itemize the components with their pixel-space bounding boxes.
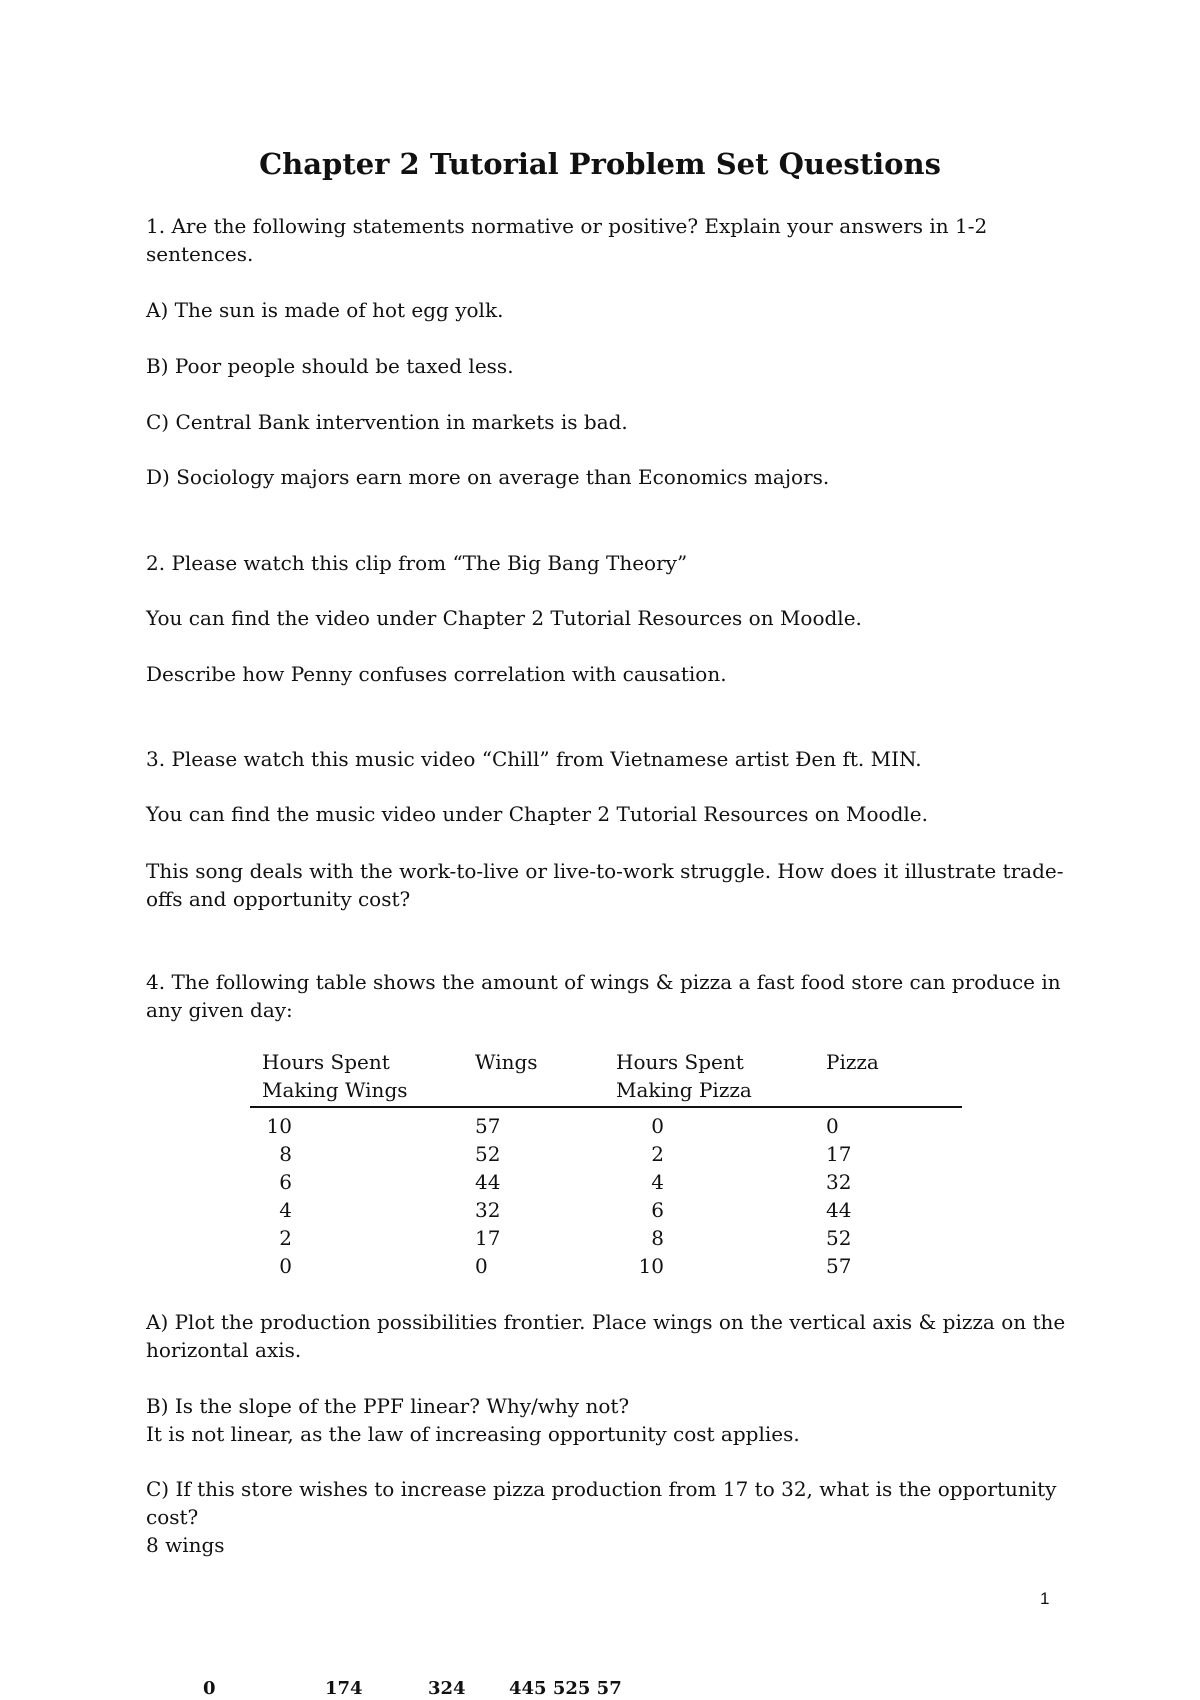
cell-hours-pizza: 2	[651, 1142, 664, 1166]
cell-pizza: 17	[826, 1142, 852, 1166]
question-1-item-a: A) The sun is made of hot egg yolk.	[146, 298, 504, 322]
table-row	[262, 1140, 962, 1168]
question-1-item-b: B) Poor people should be taxed less.	[146, 354, 514, 378]
footer-value: 445 525 57	[509, 1678, 622, 1699]
footer-value: 174	[325, 1678, 363, 1699]
question-1-item-d: D) Sociology majors earn more on average than Economics majors.	[146, 465, 830, 489]
table-row	[262, 1252, 962, 1280]
cell-wings: 57	[475, 1114, 501, 1138]
cell-hours-pizza: 6	[651, 1198, 664, 1222]
question-3-task: This song deals with the work-to-live or live-to-work struggle. How does it illustrate trade-offs and opportunity cost?	[146, 859, 1064, 911]
cell-hours-pizza: 4	[651, 1170, 664, 1194]
cell-pizza: 57	[826, 1254, 852, 1278]
column-header-hours-pizza	[616, 1048, 752, 1104]
cell-pizza: 44	[826, 1198, 852, 1222]
cell-hours-pizza: 10	[638, 1254, 664, 1278]
column-header-hours-pizza-line-1: Hours Spent	[616, 1050, 744, 1074]
question-3-location: You can find the music video under Chapter 2 Tutorial Resources on Moodle.	[146, 802, 928, 826]
cell-pizza: 52	[826, 1226, 852, 1250]
column-header-wings: Wings	[475, 1050, 538, 1074]
cell-hours-wings: 6	[279, 1170, 292, 1194]
cell-pizza: 0	[826, 1114, 839, 1138]
footer-value: 324	[428, 1678, 466, 1699]
cell-wings: 52	[475, 1142, 501, 1166]
cell-hours-wings: 2	[279, 1226, 292, 1250]
page-number: 1	[1040, 1589, 1050, 1608]
footer-value: 0	[203, 1678, 216, 1699]
question-2-prompt: 2. Please watch this clip from “The Big Bang Theory”	[146, 551, 688, 575]
question-4-part-c-question: C) If this store wishes to increase pizza production from 17 to 32, what is the opportunity cost?	[146, 1477, 1057, 1529]
question-4-part-b-question: B) Is the slope of the PPF linear? Why/why not?	[146, 1394, 630, 1418]
cell-wings: 44	[475, 1170, 501, 1194]
question-1-prompt: 1. Are the following statements normative or positive? Explain your answers in 1-2 sentences.	[146, 214, 988, 266]
question-2-task: Describe how Penny confuses correlation with causation.	[146, 662, 727, 686]
page-title: Chapter 2 Tutorial Problem Set Questions	[259, 147, 941, 181]
column-header-hours-wings-line-1: Hours Spent	[262, 1050, 390, 1074]
column-header-hours-wings	[262, 1048, 408, 1104]
cell-hours-pizza: 8	[651, 1226, 664, 1250]
table-row	[262, 1168, 962, 1196]
cell-hours-wings: 8	[279, 1142, 292, 1166]
cell-wings: 17	[475, 1226, 501, 1250]
cell-hours-wings: 0	[279, 1254, 292, 1278]
table-row	[262, 1112, 962, 1140]
cell-wings: 32	[475, 1198, 501, 1222]
question-3-prompt: 3. Please watch this music video “Chill” from Vietnamese artist Đen ft. MIN.	[146, 747, 922, 771]
table-row	[262, 1224, 962, 1252]
column-header-hours-wings-line-2: Making Wings	[262, 1078, 408, 1102]
question-4-prompt: 4. The following table shows the amount of wings & pizza a fast food store can produce in any given day:	[146, 970, 1061, 1022]
column-header-hours-pizza-line-2: Making Pizza	[616, 1078, 752, 1102]
question-1-item-c: C) Central Bank intervention in markets is bad.	[146, 410, 628, 434]
cell-hours-wings: 4	[279, 1198, 292, 1222]
cell-wings: 0	[475, 1254, 488, 1278]
cell-hours-wings: 10	[266, 1114, 292, 1138]
question-2-location: You can find the video under Chapter 2 Tutorial Resources on Moodle.	[146, 606, 862, 630]
cell-hours-pizza: 0	[651, 1114, 664, 1138]
table-row	[262, 1196, 962, 1224]
table-header-rule	[250, 1106, 962, 1108]
column-header-pizza: Pizza	[826, 1050, 879, 1074]
question-4-part-a: A) Plot the production possibilities frontier. Place wings on the vertical axis & pizza on the horizontal axis.	[146, 1310, 1066, 1362]
question-4-part-b-answer: It is not linear, as the law of increasing opportunity cost applies.	[146, 1422, 800, 1446]
cell-pizza: 32	[826, 1170, 852, 1194]
question-4-part-c-answer: 8 wings	[146, 1533, 225, 1557]
